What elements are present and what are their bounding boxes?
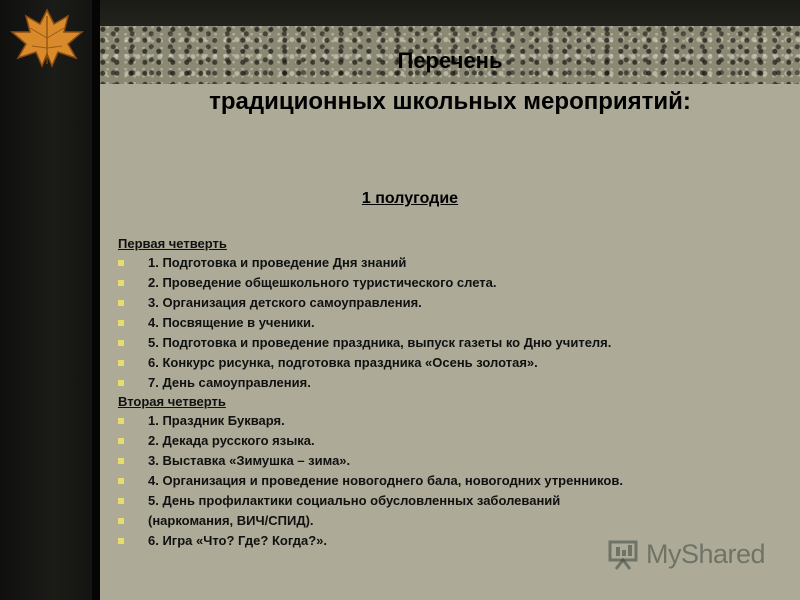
list-item: 1. Подготовка и проведение Дня знаний — [118, 253, 778, 273]
list-item: 2. Декада русского языка. — [118, 431, 778, 451]
list-item: 4. Посвящение в ученики. — [118, 313, 778, 333]
quarter-heading-first: Первая четверть — [118, 236, 227, 251]
bullet-icon — [118, 340, 124, 346]
bullet-icon — [118, 300, 124, 306]
list-item: 1. Праздник Букваря. — [118, 411, 778, 431]
list-item: 5. День профилактики социально обусловленных заболеваний — [118, 491, 778, 511]
list-item: (наркомания, ВИЧ/СПИД). — [118, 511, 778, 531]
bullet-icon — [118, 360, 124, 366]
list-item: 2. Проведение общешкольного туристического слета. — [118, 273, 778, 293]
list-item: 6. Игра «Что? Где? Когда?». — [118, 531, 778, 551]
semester-heading: 1 полугодие — [361, 190, 459, 207]
list-item: 3. Выставка «Зимушка – зима». — [118, 451, 778, 471]
slide-title-line-2: традиционных школьных мероприятий: — [209, 88, 691, 115]
left-sidebar-bar — [0, 0, 98, 600]
slide-title-line-1: Перечень — [397, 48, 503, 73]
watermark-text: MyShared — [646, 538, 766, 569]
list-item: 6. Конкурс рисунка, подготовка праздника «Осень золотая». — [118, 353, 778, 373]
bullet-icon — [118, 320, 124, 326]
bullet-icon — [118, 260, 124, 266]
list-item: 5. Подготовка и проведение праздника, выпуск газеты ко Дню учителя. — [118, 333, 778, 353]
events-list — [118, 235, 778, 551]
list-item: 4. Организация и проведение новогоднего бала, новогодних утренников. — [118, 471, 778, 491]
list-item: 7. День самоуправления. — [118, 373, 778, 393]
autumn-leaf-icon — [2, 2, 92, 72]
bullet-icon — [118, 478, 124, 484]
vertical-divider — [92, 0, 100, 600]
presentation-board-icon — [606, 537, 640, 571]
bullet-icon — [118, 538, 124, 544]
bullet-icon — [118, 518, 124, 524]
bullet-icon — [118, 438, 124, 444]
bullet-icon — [118, 380, 124, 386]
quarter-heading-second: Вторая четверть — [118, 394, 226, 409]
list-item: 3. Организация детского самоуправления. — [118, 293, 778, 313]
bullet-icon — [118, 498, 124, 504]
bullet-icon — [118, 458, 124, 464]
bullet-icon — [118, 418, 124, 424]
bullet-icon — [118, 280, 124, 286]
top-dark-band — [98, 0, 800, 26]
myshared-watermark — [606, 536, 765, 572]
